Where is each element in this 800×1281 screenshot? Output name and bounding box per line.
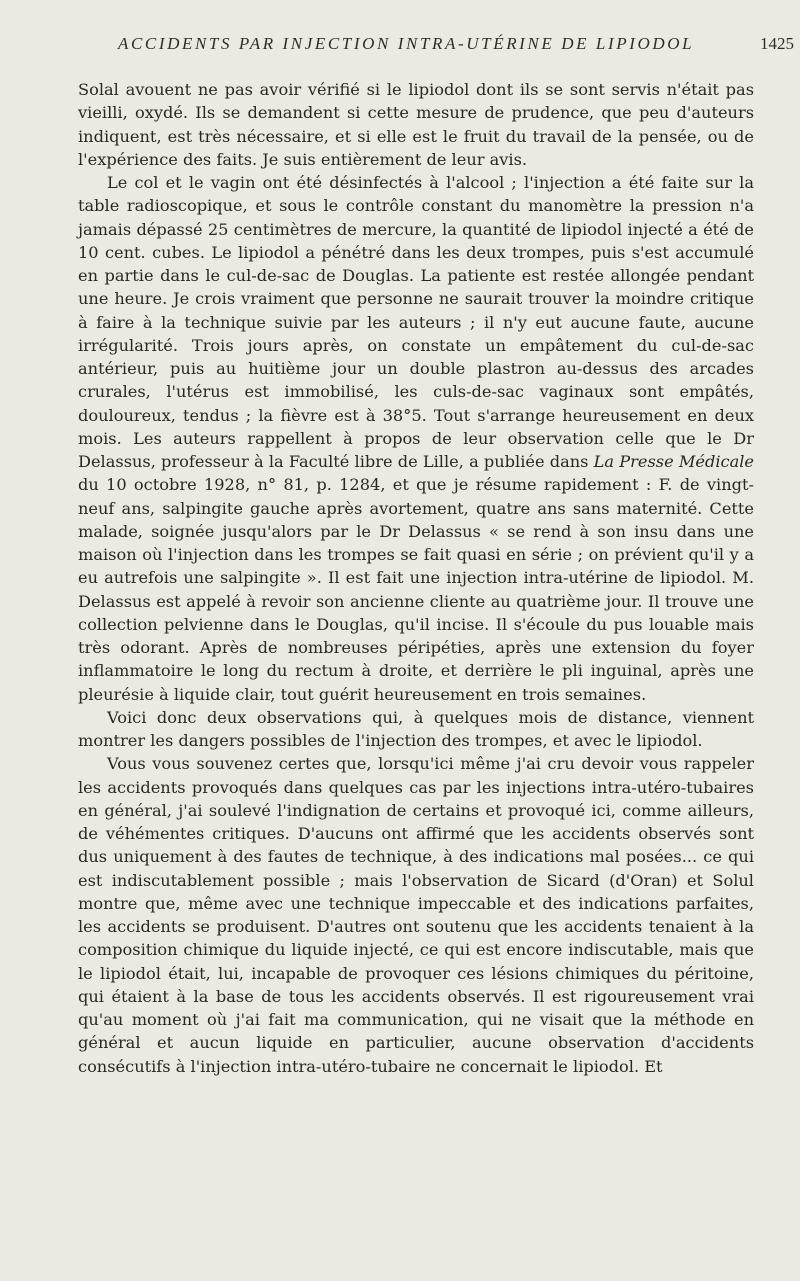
- paragraph: Solal avouent ne pas avoir vérifié si le lipiodol dont ils se sont servis n'était pas vieilli, oxydé. Ils se demandent si cette mesure de prudence, que peu d'auteurs indiquent, est très nécessaire, et si elle est le fruit du travail de la pensée, ou de l'expérience des faits. Je suis entièrement de leur avis.: [78, 80, 754, 169]
- paragraph: Vous vous souvenez certes que, lorsqu'ici même j'ai cru devoir vous rappeler les accidents provoqués dans quelques cas par les injections intra-utéro-tubaires en général, j'ai soulevé l'indignation de certains et provoqué ici, comme ailleurs, de véhémentes critiques. D'aucuns ont affirmé que les accidents observés sont dus uniquement à des fautes de technique, à des indications mal posées... ce qui est indiscutablement possible ; mais l'observation de Sicard (d'Oran) et Solul montre que, même avec une technique impeccable et des indications parfaites, les accidents se produisent. D'autres ont soutenu que les accidents tenaient à la composition chimique du liquide injecté, ce qui est encore indiscutable, mais que le lipiodol était, lui, incapable de provoquer ces lésions chimiques du péritoine, qui étaient à la base de tous les accidents observés. Il est rigoureusement vrai qu'au moment où j'ai fait ma communication, qui ne visait que la méthode en général et aucun liquide en particulier, aucune observation d'accidents consécutifs à l'injection intra-utéro-tubaire ne concernait le lipiodol. Et: [78, 754, 754, 1076]
- running-head: ACCIDENTS PAR INJECTION INTRA-UTÉRINE DE LIPIODOL: [118, 34, 695, 53]
- paragraph-text: Le col et le vagin ont été désinfectés à l'alcool ; l'injection a été faite sur la table radioscopique, et sous le contrôle constant du manomètre la pression n'a jamais dépassé 25 centimètres de mercure, la quantité de lipiodol injecté a été de 10 cent. cubes. Le lipiodol a pénétré dans les deux trompes, puis s'est accumulé en partie dans le cul-de-sac de Douglas. La patiente est restée allongée pendant une heure. Je crois vraiment que personne ne saurait trouver la moindre critique à faire à la technique suivie par les auteurs ; il n'y eut aucune faute, aucune irrégularité. Trois jours après, on constate un empâtement du cul-de-sac antérieur, puis au huitième jour un double plastron au-dessus des arcades crurales, l'utérus est immobilisé, les culs-de-sac vaginaux sont empâtés, douloureux, tendus ; la fièvre est à 38°5. Tout s'arrange heureusement en deux mois. Les auteurs rappellent à propos de leur observation celle que le Dr Delassus, professeur à la Faculté libre de Lille, a publiée dans: [78, 173, 754, 471]
- paragraph: [78, 171, 754, 706]
- page-number: 1425: [760, 34, 794, 53]
- body-text: [78, 78, 754, 1078]
- journal-title: La Presse Médicale: [593, 452, 754, 471]
- page-header: [78, 34, 796, 60]
- paragraph: Voici donc deux observations qui, à quelques mois de distance, viennent montrer les dangers possibles de l'injection des trompes, et avec le lipiodol.: [78, 707, 754, 750]
- paragraph-text-continued: du 10 octobre 1928, n° 81, p. 1284, et que je résume rapidement : F. de vingt-neuf ans, salpingite gauche après avortement, quatre ans sans maternité. Cette malade, soignée jusqu'alors par le Dr Delassus « se rend à son insu dans une maison où l'injection dans les trompes se fait quasi en série ; on prévient qu'il y a eu autrefois une salpingite ». Il est fait une injection intra-utérine de lipiodol. M. Delassus est appelé à revoir son ancienne cliente au quatrième jour. Il trouve une collection pelvienne dans le Douglas, qu'il incise. Il s'écoule du pus louable mais très odorant. Après de nombreuses péripéties, après une extension du foyer inflammatoire le long du rectum à droite, et derrière le pli inguinal, après une pleurésie à liquide clair, tout guérit heureusement en trois semaines.: [78, 475, 754, 704]
